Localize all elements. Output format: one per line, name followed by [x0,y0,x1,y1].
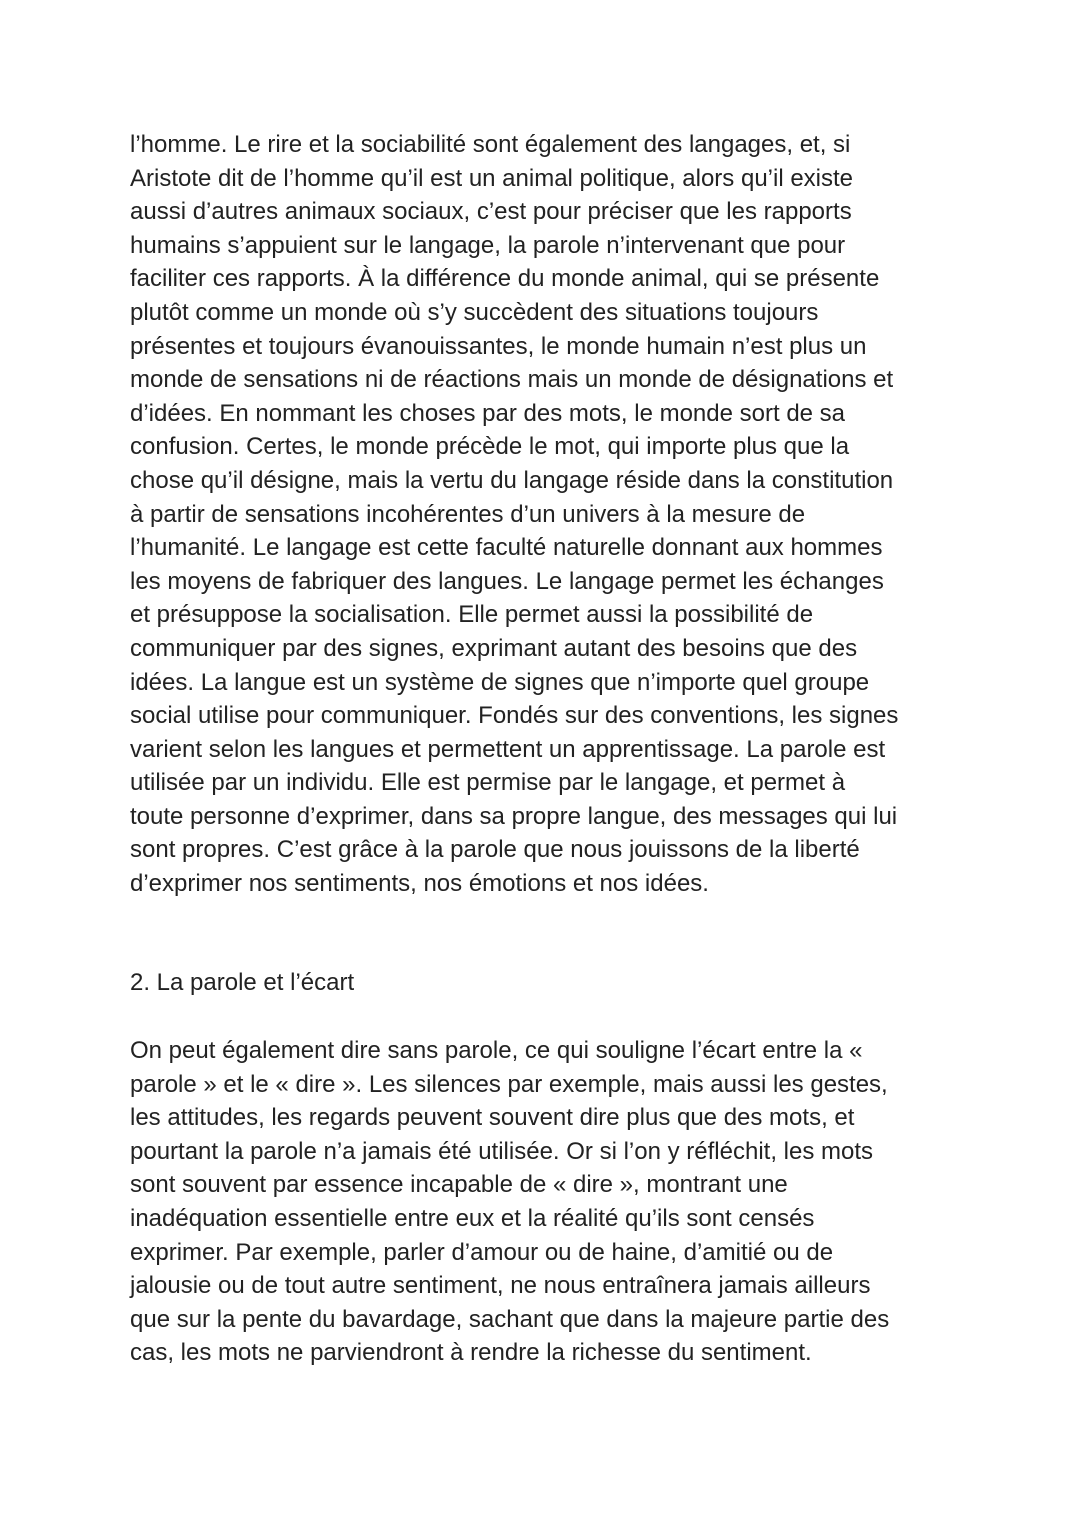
text-line: présentes et toujours évanouissantes, le monde humain n’est plus un [130,332,867,360]
text-line: toute personne d’exprimer, dans sa propre langue, des messages qui lui [130,802,898,830]
text-line: jalousie ou de tout autre sentiment, ne nous entraînera jamais ailleurs [130,1272,871,1300]
text-line: humains s’appuient sur le langage, la parole n’intervenant que pour [130,231,846,259]
text-line: aussi d’autres animaux sociaux, c’est pour préciser que les rapports [130,198,852,226]
text-line: On peut également dire sans parole, ce qui souligne l’écart entre la « [130,1037,863,1064]
text-line: utilisée par un individu. Elle est permise par le langage, et permet à [130,769,846,797]
text-line: l’homme. Le rire et la sociabilité sont également des langages, et, si [130,131,851,158]
text-line: plutôt comme un monde où s’y succèdent des situations toujours [130,298,819,326]
text-line: faciliter ces rapports. À la différence du monde animal, qui se présente [130,265,880,293]
paragraph-2 [130,1034,889,1370]
text-line: d’exprimer nos sentiments, nos émotions et nos idées. [130,870,709,898]
text-line: à partir de sensations incohérentes d’un univers à la mesure de [130,500,806,528]
text-line: varient selon les langues et permettent un apprentissage. La parole est [130,735,886,763]
text-line: cas, les mots ne parviendront à rendre la richesse du sentiment. [130,1339,812,1367]
text-line: confusion. Certes, le monde précède le mot, qui importe plus que la [130,433,850,461]
text-line: d’idées. En nommant les choses par des mots, le monde sort de sa [130,399,846,427]
text-line: l’humanité. Le langage est cette faculté naturelle donnant aux hommes [130,534,883,562]
text-line: et présuppose la socialisation. Elle permet aussi la possibilité de [130,601,814,629]
text-line: sont propres. C’est grâce à la parole que nous jouissons de la liberté [130,836,860,864]
text-line: social utilise pour communiquer. Fondés sur des conventions, les signes [130,702,899,730]
text-line: pourtant la parole n’a jamais été utilisée. Or si l’on y réfléchit, les mots [130,1137,874,1165]
text-line: les attitudes, les regards peuvent souvent dire plus que des mots, et [130,1104,855,1132]
text-line: que sur la pente du bavardage, sachant que dans la majeure partie des [130,1305,890,1333]
paragraph-1 [130,128,898,901]
text-line: parole » et le « dire ». Les silences par exemple, mais aussi les gestes, [130,1070,888,1098]
text-line: communiquer par des signes, exprimant autant des besoins que des [130,634,858,662]
text-line: idées. La langue est un système de signes que n’importe quel groupe [130,668,870,696]
text-line: monde de sensations ni de réactions mais un monde de désignations et [130,366,894,394]
text-line: Aristote dit de l’homme qu’il est un animal politique, alors qu’il existe [130,164,854,192]
text-line: les moyens de fabriquer des langues. Le langage permet les échanges [130,567,884,595]
text-line: sont souvent par essence incapable de « dire », montrant une [130,1171,788,1199]
section-heading: 2. La parole et l’écart [130,969,355,996]
text-line: chose qu’il désigne, mais la vertu du langage réside dans la constitution [130,466,894,494]
text-line: inadéquation essentielle entre eux et la réalité qu’ils sont censés [130,1204,815,1232]
text-line: exprimer. Par exemple, parler d’amour ou de haine, d’amitié ou de [130,1238,834,1266]
